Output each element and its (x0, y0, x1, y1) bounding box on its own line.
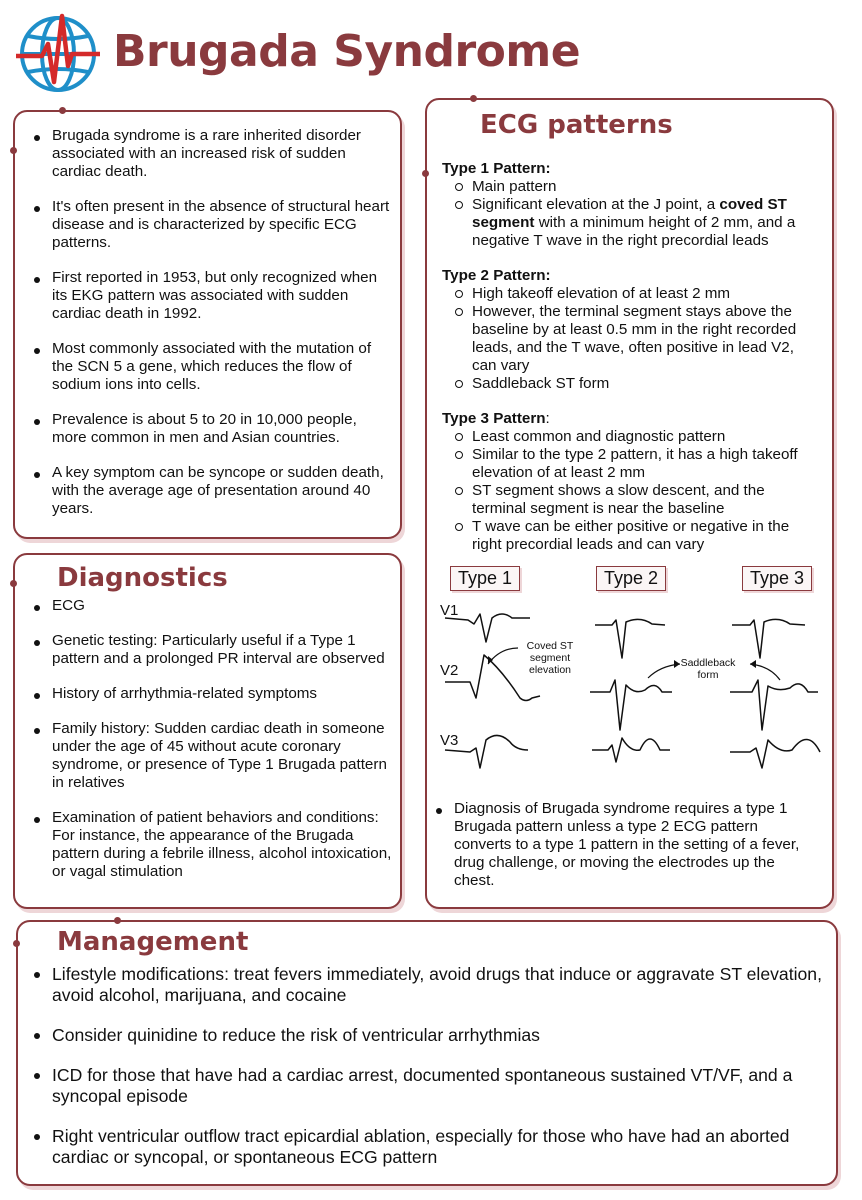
diagnostics-list (30, 597, 392, 881)
list-item: It's often present in the absence of structural heart disease and is characterized by specific ECG patterns. (30, 198, 392, 252)
connector-dot (470, 95, 477, 102)
diagnostics-heading: Diagnostics (57, 563, 228, 593)
list-item: ICD for those that have had a cardiac arrest, documented spontaneous sustained VT/VF, and a syncopal episode (30, 1065, 825, 1107)
list-item: Similar to the type 2 pattern, it has a high takeoff elevation of at least 2 mm (442, 446, 822, 482)
type1-v3-wave (445, 735, 528, 768)
list-item: Right ventricular outflow tract epicardial ablation, especially for those who have had an aborted cardiac or syncopal, or spontaneous ECG pattern (30, 1126, 825, 1168)
type3-title: Type 3 Pattern: (442, 410, 550, 427)
list-item: High takeoff elevation of at least 2 mm (442, 285, 822, 303)
list-item: Lifestyle modifications: treat fevers immediately, avoid drugs that induce or aggravate ST elevation, avoid alcohol, marijuana, and cocaine (30, 964, 825, 1006)
connector-dot (422, 170, 429, 177)
list-item: Genetic testing: Particularly useful if a Type 1 pattern and a prolonged PR interval are observed (30, 632, 392, 668)
list-item: However, the terminal segment stays above the baseline by at least 0.5 mm in the right recorded leads, and the T wave, often positive in lead V2, can vary (442, 303, 822, 375)
list-item: Brugada syndrome is a rare inherited disorder associated with an increased risk of sudden cardiac death. (30, 127, 392, 181)
overview-list (30, 127, 392, 518)
type1-title: Type 1 Pattern: (442, 160, 551, 177)
list-item: Least common and diagnostic pattern (442, 428, 822, 446)
list-item: Family history: Sudden cardiac death in someone under the age of 45 without acute coronary syndrome, or presence of Type 1 Brugada pattern in relatives (30, 720, 392, 792)
coved-arrow (488, 648, 518, 664)
ecg-pattern-details (442, 160, 822, 554)
list-item: Significant elevation at the J point, a coved ST segment with a minimum height of 2 mm, and a negative T wave in the right precordial leads (442, 196, 822, 250)
list-item: T wave can be either positive or negative in the right precordial leads and can vary (442, 518, 822, 554)
list-item: A key symptom can be syncope or sudden death, with the average age of presentation around 40 years. (30, 464, 392, 518)
list-item: Most commonly associated with the mutation of the SCN 5 a gene, which reduces the flow of sodium ions into cells. (30, 340, 392, 394)
management-list (30, 964, 825, 1168)
connector-dot (10, 580, 17, 587)
type1-label-box: Type 1 (450, 566, 520, 591)
type3-label-box: Type 3 (742, 566, 812, 591)
connector-dot (13, 940, 20, 947)
list-item: Consider quinidine to reduce the risk of ventricular arrhythmias (30, 1025, 825, 1046)
type2-title: Type 2 Pattern: (442, 267, 551, 284)
list-item: Examination of patient behaviors and conditions: For instance, the appearance of the Brugada pattern during a febrile illness, alcohol intoxication, or vagal stimulation (30, 809, 392, 881)
page-title: Brugada Syndrome (113, 26, 581, 77)
globe-heartbeat-logo (14, 10, 102, 96)
list-item: ST segment shows a slow descent, and the terminal segment is near the baseline (442, 482, 822, 518)
lead-label-v3: V3 (440, 732, 459, 749)
connector-dot (10, 147, 17, 154)
type2-v3-wave (592, 738, 670, 762)
list-item: Diagnosis of Brugada syndrome requires a type 1 Brugada pattern unless a type 2 ECG pattern converts to a type 1 pattern in the setting of a fever, drug challenge, or moving the electrodes up the chest. (432, 800, 817, 890)
lead-label-v1: V1 (440, 602, 459, 619)
type3-v1-wave (732, 619, 805, 658)
type3-v2-wave (730, 680, 818, 730)
list-item: Main pattern (442, 178, 822, 196)
type3-v3-wave (730, 739, 820, 768)
management-heading: Management (57, 927, 249, 957)
type1-v1-wave (445, 614, 530, 642)
list-item: First reported in 1953, but only recognized when its EKG pattern was associated with sudden cardiac death in 1992. (30, 269, 392, 323)
connector-dot (59, 107, 66, 114)
ecg-waveforms (440, 600, 825, 800)
list-item: Saddleback ST form (442, 375, 822, 393)
ecg-note-list (432, 800, 817, 890)
connector-dot (114, 917, 121, 924)
lead-label-v2: V2 (440, 662, 459, 679)
type2-label-box: Type 2 (596, 566, 666, 591)
coved-annotation: Coved ST segment elevation (526, 640, 574, 676)
arrow-head (750, 660, 756, 668)
list-item: Prevalence is about 5 to 20 in 10,000 people, more common in men and Asian countries. (30, 411, 392, 447)
type2-v2-wave (590, 680, 672, 730)
type2-v1-wave (595, 619, 665, 658)
list-item: ECG (30, 597, 392, 615)
ecg-heading: ECG patterns (480, 110, 673, 140)
saddleback-annotation: Saddleback form (680, 657, 736, 681)
list-item: History of arrhythmia-related symptoms (30, 685, 392, 703)
